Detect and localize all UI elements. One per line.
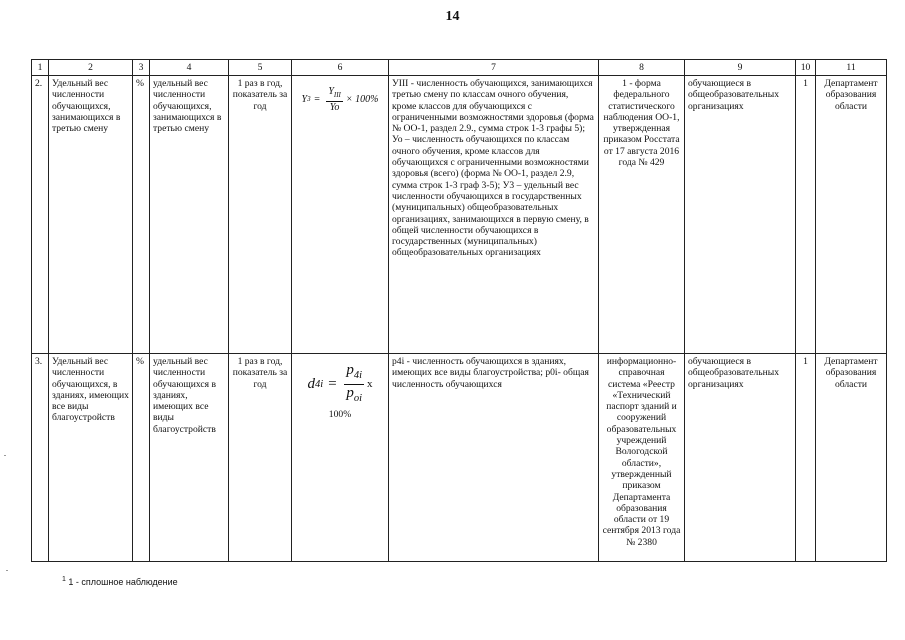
formula-d4: d 4i = $\frac{p_{4i}}{p_{oi}}$ x: [307, 362, 373, 404]
footnote: [62, 576, 178, 587]
header-cell: 2: [49, 60, 133, 76]
header-cell: 6: [292, 60, 389, 76]
header-cell: 10: [796, 60, 816, 76]
data-source: информационно-справочная система «Реестр «Технический паспорт зданий и сооружений образовательных учреждений Вологодской области», утвержденный приказом Департамента образования области от 19 сентября 2013 года № 2380: [599, 354, 685, 562]
population: обучающиеся в общеобразовательных организациях: [685, 76, 796, 354]
footnote-text: 1 - сплошное наблюдение: [68, 577, 178, 587]
table-row: [32, 76, 887, 354]
header-row: [32, 60, 887, 76]
header-cell: 8: [599, 60, 685, 76]
header-cell: 1: [32, 60, 49, 76]
scan-mark: [6, 570, 8, 571]
table-row: [32, 354, 887, 562]
data-source: 1 - форма федерального статистического наблюдения ОО-1, утвержденная приказом Росстата от 17 августа 2016 года № 429: [599, 76, 685, 354]
formula: [292, 354, 389, 562]
indicator-definition: удельный вес численности обучающихся, занимающихся в третью смену: [150, 76, 229, 354]
indicator-definition: удельный вес численности обучающихся в зданиях, имеющих все виды благоустройств: [150, 354, 229, 562]
header-cell: 9: [685, 60, 796, 76]
formula-y3: Y 3 = $\frac{Y_{III}}{Yo}$ × 100%: [301, 86, 379, 113]
responsible: Департамент образования области: [816, 76, 887, 354]
indicator-name: Удельный вес численности обучающихся, в зданиях, имеющих все виды благоустройств: [49, 354, 133, 562]
header-cell: 5: [229, 60, 292, 76]
indicators-table: [31, 59, 887, 562]
collection-method: 1: [796, 354, 816, 562]
page-number: 14: [445, 9, 460, 24]
header-cell: 4: [150, 60, 229, 76]
indicator-explanation: p4i - численность обучающихся в зданиях, имеющих все виды благоустройства; p0i- общая численность обучающихся: [389, 354, 599, 562]
formula: [292, 76, 389, 354]
scan-mark: [4, 455, 6, 456]
indicator-name: Удельный вес численности обучающихся, занимающихся в третью смену: [49, 76, 133, 354]
periodicity: 1 раз в год, показатель за год: [229, 76, 292, 354]
indicator-explanation: УIII - численность обучающихся, занимающихся третью смену по классам очного обучения, кроме классов для обучающихся с ограниченными возможностями здоровья (форма № ОО-1, раздел 2.9., сумма строк 1-3 графы 5); Уо – численность обучающихся по классам очного обучения, кроме классов для обучающихся с ограниченными возможностями здоровья (всего) (форма № ОО-1, раздел 2.9, сумма строк 1-3 граф 3-5); У3 – удельный вес численности обучающихся в государственных (муниципальных) общеобразовательных организациях, занимающихся в первую смену, в общей численности обучающихся в государственных (муниципальных) общеобразовательных организациях: [389, 76, 599, 354]
header-cell: 3: [133, 60, 150, 76]
row-number: 3.: [32, 354, 49, 562]
responsible: Департамент образования области: [816, 354, 887, 562]
unit: %: [133, 354, 150, 562]
row-number: 2.: [32, 76, 49, 354]
header-cell: 11: [816, 60, 887, 76]
periodicity: 1 раз в год, показатель за год: [229, 354, 292, 562]
formula-percent: 100%: [328, 409, 352, 420]
footnote-mark: 1: [62, 576, 66, 583]
population: обучающиеся в общеобразовательных организациях: [685, 354, 796, 562]
header-cell: 7: [389, 60, 599, 76]
collection-method: 1: [796, 76, 816, 354]
unit: %: [133, 76, 150, 354]
